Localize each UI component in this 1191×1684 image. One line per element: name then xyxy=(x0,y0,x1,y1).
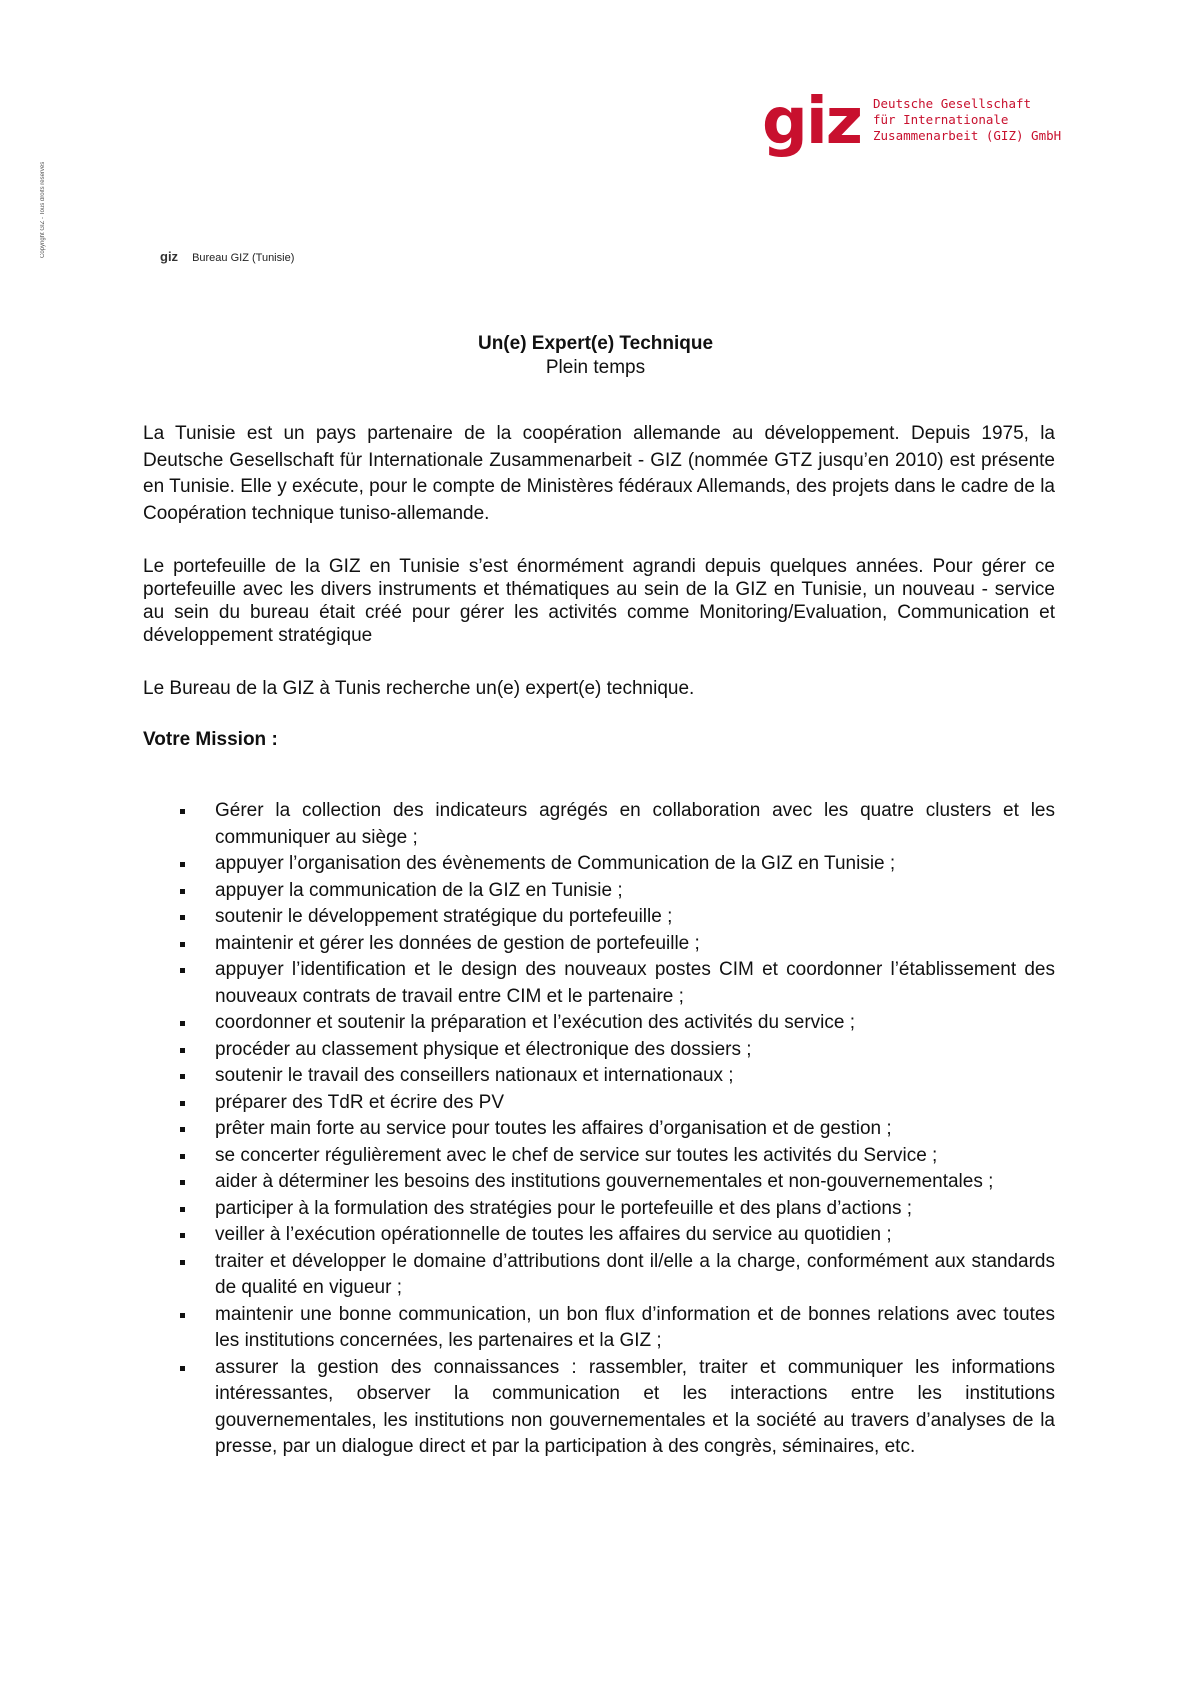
mission-item-text: appuyer l’organisation des évènements de Communication de la GIZ en Tunisie ; xyxy=(215,853,896,874)
mission-list xyxy=(143,798,1055,1461)
giz-logo-line-1: Deutsche Gesellschaft xyxy=(873,96,1032,111)
bullet-icon xyxy=(180,915,185,920)
mission-item xyxy=(143,851,1055,878)
mission-item-text: Gérer la collection des indicateurs agrégés en collaboration avec les quatre clusters et les communiquer au siège ; xyxy=(215,800,1055,848)
mission-item-text: soutenir le développement stratégique du portefeuille ; xyxy=(215,906,673,927)
mission-item-text: soutenir le travail des conseillers nationaux et internationaux ; xyxy=(215,1065,734,1086)
mission-item-text: appuyer la communication de la GIZ en Tunisie ; xyxy=(215,879,623,901)
mission-heading: Votre Mission : xyxy=(143,729,278,750)
job-title: Un(e) Expert(e) Technique xyxy=(477,333,714,354)
mission-item xyxy=(143,1169,1055,1196)
bullet-icon xyxy=(180,1048,185,1053)
giz-logo-mark: giz xyxy=(762,85,861,159)
mission-item xyxy=(143,1037,1055,1064)
bullet-icon xyxy=(180,1207,185,1212)
bullet-icon xyxy=(180,1154,185,1159)
portfolio-paragraph: Le portefeuille de la GIZ en Tunisie s’est énormément agrandi depuis quelques années. Pour gérer ce portefeuille avec les divers instruments et thématiques au sein de la GIZ en Tunisie, un nouveau - service au sein du bureau était créé pour gérer les activités comme Monitoring/Evaluation, Communication et développement stratégique xyxy=(143,556,1055,646)
intro-paragraph: La Tunisie est un pays partenaire de la coopération allemande au développement. Depuis 1975, la Deutsche Gesellschaft für Internationale Zusammenarbeit - GIZ (nommée GTZ jusqu’en 2010) est présente en Tunisie. Elle y exécute, pour le compte de Ministères fédéraux Allemands, des projets dans le cadre de la Coopération technique tuniso-allemande. xyxy=(143,423,1055,524)
mission-item-text: se concerter régulièrement avec le chef de service sur toutes les activités du Service ; xyxy=(215,1144,938,1166)
mission-item xyxy=(143,1090,1055,1117)
mission-item-text: maintenir une bonne communication, un bon flux d’information et de bonnes relations avec toutes les institutions concernées, les partenaires et la GIZ ; xyxy=(215,1303,1055,1351)
mission-item xyxy=(143,1143,1055,1170)
giz-logo-line-3: Zusammenarbeit (GIZ) GmbH xyxy=(873,128,1062,143)
bullet-icon xyxy=(180,942,185,947)
office-label: Bureau GIZ (Tunisie) xyxy=(192,252,295,264)
mission-item-text: assurer la gestion des connaissances : rassembler, traiter et communiquer les informations intéressantes, observer la communication et les interactions entre les institutions gouvernementales, les institutions non gouvernementales et la société au travers d’analyses de la presse, par un dialogue direct et par la participation à des congrès, séminaires, etc. xyxy=(215,1356,1055,1457)
mission-item xyxy=(143,931,1055,958)
mission-item-text: coordonner et soutenir la préparation et l’exécution des activités du service ; xyxy=(215,1012,856,1033)
mission-item xyxy=(143,1302,1055,1355)
bullet-icon xyxy=(180,809,185,814)
bullet-icon xyxy=(180,1074,185,1079)
mission-item xyxy=(143,1196,1055,1223)
bullet-icon xyxy=(180,968,185,973)
search-paragraph: Le Bureau de la GIZ à Tunis recherche un(e) expert(e) technique. xyxy=(143,678,695,699)
mission-item xyxy=(143,957,1055,1010)
bullet-icon xyxy=(180,1260,185,1265)
mission-item-text: appuyer l’identification et le design des nouveaux postes CIM et coordonner l’établissement des nouveaux contrats de travail entre CIM et le partenaire ; xyxy=(215,959,1055,1007)
mission-item xyxy=(143,1249,1055,1302)
mission-item-text: prêter main forte au service pour toutes les affaires d’organisation et de gestion ; xyxy=(215,1118,892,1139)
bullet-icon xyxy=(180,862,185,867)
mission-item xyxy=(143,1010,1055,1037)
job-subtitle: Plein temps xyxy=(545,357,646,378)
copyright-text: Copyright GIZ - Tous droits réservés xyxy=(40,161,46,258)
job-title-block xyxy=(0,332,1191,380)
bullet-icon xyxy=(180,889,185,894)
mission-item xyxy=(143,1063,1055,1090)
bullet-icon xyxy=(180,1127,185,1132)
bullet-icon xyxy=(180,1021,185,1026)
mission-item-text: traiter et développer le domaine d’attributions dont il/elle a la charge, conformément aux standards de qualité en vigueur ; xyxy=(215,1250,1055,1298)
bullet-icon xyxy=(180,1180,185,1185)
bullet-icon xyxy=(180,1233,185,1238)
mission-item xyxy=(143,1355,1055,1461)
bullet-icon xyxy=(180,1313,185,1318)
mission-item xyxy=(143,798,1055,851)
copyright-side-note xyxy=(40,100,54,258)
mission-item-text: veiller à l’exécution opérationnelle de toutes les affaires du service au quotidien ; xyxy=(215,1224,892,1245)
giz-logo-text xyxy=(873,96,1061,144)
mission-item xyxy=(143,904,1055,931)
giz-mini-logo: giz xyxy=(160,249,179,264)
mission-item xyxy=(143,1222,1055,1249)
bullet-icon xyxy=(180,1366,185,1371)
office-header xyxy=(160,249,294,264)
giz-logo-line-2: für Internationale xyxy=(873,112,1009,127)
mission-item-text: participer à la formulation des stratégies pour le portefeuille et des plans d’actions ; xyxy=(215,1197,913,1219)
giz-logo xyxy=(762,85,1062,159)
mission-item-text: procéder au classement physique et électronique des dossiers ; xyxy=(215,1038,752,1060)
mission-item-text: maintenir et gérer les données de gestion de portefeuille ; xyxy=(215,932,700,954)
bullet-icon xyxy=(180,1101,185,1106)
mission-item xyxy=(143,878,1055,905)
mission-item-text: préparer des TdR et écrire des PV xyxy=(215,1091,505,1113)
mission-item xyxy=(143,1116,1055,1143)
mission-item-text: aider à déterminer les besoins des institutions gouvernementales et non-gouvernementales ; xyxy=(215,1171,994,1192)
